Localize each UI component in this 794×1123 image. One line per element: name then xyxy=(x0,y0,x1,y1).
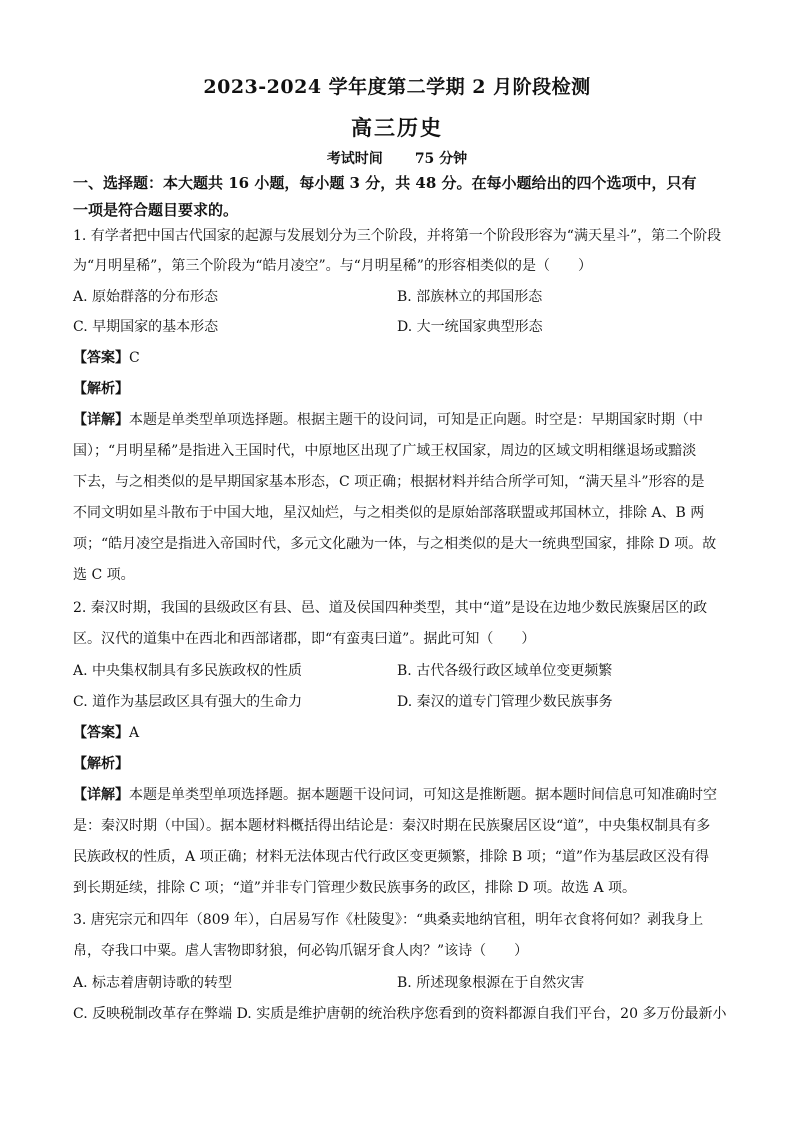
q1-option-c: C. 早期国家的基本形态 xyxy=(73,319,219,335)
exam-time xyxy=(0,148,794,168)
exam-title: 2023-2024 学年度第二学期 2 月阶段检测 xyxy=(203,76,591,98)
q2-detail-line: 到长期延续，排除 C 项；“道”并非专门管理少数民族事务的政区，排除 D 项。故选 A 项。 xyxy=(73,880,637,896)
q2-option-b: B. 古代各级行政区域单位变更频繁 xyxy=(397,663,613,679)
q2-detail-line: 民族政权的性质，A 项正确；材料无法体现古代行政区变更频繁，排除 B 项；“道”作为基层政区没有得 xyxy=(73,849,710,865)
q1-detail-line: 下去，与之相类似的是早期国家基本形态，C 项正确；根据材料并结合所学可知，“满天星斗”形容的是 xyxy=(73,474,705,490)
q2-answer xyxy=(73,723,733,743)
q1-stem-line: 1. 有学者把中国古代国家的起源与发展划分为三个阶段，并将第一个阶段形容为“满天星斗”，第二个阶段 xyxy=(73,228,722,244)
exam-subject: 高三历史 xyxy=(351,115,443,140)
time-label: 考试时间 xyxy=(326,151,383,167)
section-heading-line: 一、选择题：本大题共 16 小题，每小题 3 分，共 48 分。在每小题给出的四个选项中，只有 xyxy=(73,174,697,192)
section-heading-line: 一项是符合题目要求的。 xyxy=(73,201,239,219)
q1-option-d: D. 大一统国家典型形态 xyxy=(397,319,543,335)
detail-text: 本题是单类型单项选择题。据本题题干设问词，可知这是推断题。据本题时间信息可知准确时空 xyxy=(129,787,717,803)
q3-stem-line: 帛，夺我口中粟。虐人害物即豺狼，何必钩爪锯牙食人肉？”该诗（ ） xyxy=(73,943,529,959)
q3-option-cd: C. 反映税制改革存在弊端 D. 实质是维护唐朝的统治秩序您看到的资料都源自我们平台，20 多万份最新小 xyxy=(73,1006,727,1022)
q1-stem-line: 为“月明星稀”，第三个阶段为“皓月凌空”。与“月明星稀”的形容相类似的是（ ） xyxy=(73,258,592,274)
answer-value: C xyxy=(129,350,140,366)
q1-option-a: A. 原始群落的分布形态 xyxy=(73,289,219,305)
q3-option-b: B. 所述现象根源在于自然灾害 xyxy=(397,975,585,991)
q1-detail-line: 项；“皓月凌空是指进入帝国时代，多元文化融为一体，与之相类似的是大一统典型国家，排除 D 项。故 xyxy=(73,536,717,552)
q3-stem-line: 3. 唐宪宗元和四年（809 年），白居易写作《杜陵叟》：“典桑卖地纳官租，明年衣食将何如？剥我身上 xyxy=(73,912,704,928)
q2-option-a: A. 中央集权制具有多民族政权的性质 xyxy=(73,663,303,679)
section-heading xyxy=(73,170,728,224)
time-value: 75 分钟 xyxy=(414,151,468,167)
answer-tag: 【答案】 xyxy=(73,725,129,741)
q2-option-d: D. 秦汉的道专门管理少数民族事务 xyxy=(397,694,613,710)
detail-tag: 【详解】 xyxy=(73,412,129,428)
q2-analysis-tag: 【解析】 xyxy=(73,756,129,772)
q1-analysis-tag: 【解析】 xyxy=(73,381,129,397)
q1-answer xyxy=(73,348,733,368)
detail-tag: 【详解】 xyxy=(73,787,129,803)
detail-text: 本题是单类型单项选择题。根据主题干的设问词，可知是正向题。时空是：早期国家时期（中 xyxy=(129,412,703,428)
q3-option-a: A. 标志着唐朝诗歌的转型 xyxy=(73,975,233,991)
answer-value: A xyxy=(129,725,140,741)
q2-stem-line: 2. 秦汉时期，我国的县级政区有县、邑、道及侯国四种类型，其中“道”是设在边地少数民族聚居区的政 xyxy=(73,600,708,616)
q2-option-c: C. 道作为基层政区具有强大的生命力 xyxy=(73,694,303,710)
q1-detail-line: 选 C 项。 xyxy=(73,567,135,583)
q1-detail-line xyxy=(73,410,733,430)
q2-detail-line: 是：秦汉时期（中国）。据本题材料概括得出结论是：秦汉时期在民族聚居区设“道”，中央集权制具有多 xyxy=(73,818,711,834)
answer-tag: 【答案】 xyxy=(73,350,129,366)
q1-detail-line: 不同文明如星斗散布于中国大地，星汉灿烂，与之相类似的是原始部落联盟或邦国林立，排除 A、B 两 xyxy=(73,505,705,521)
q1-option-b: B. 部族林立的邦国形态 xyxy=(397,289,543,305)
q2-stem-line: 区。汉代的道集中在西北和西部诸郡，即“有蛮夷曰道”。据此可知（ ） xyxy=(73,631,536,647)
q1-detail-line: 国）；“月明星稀”是指进入王国时代，中原地区出现了广域王权国家，周边的区域文明相继退场或黯淡 xyxy=(73,443,697,459)
q2-detail-line xyxy=(73,785,733,805)
